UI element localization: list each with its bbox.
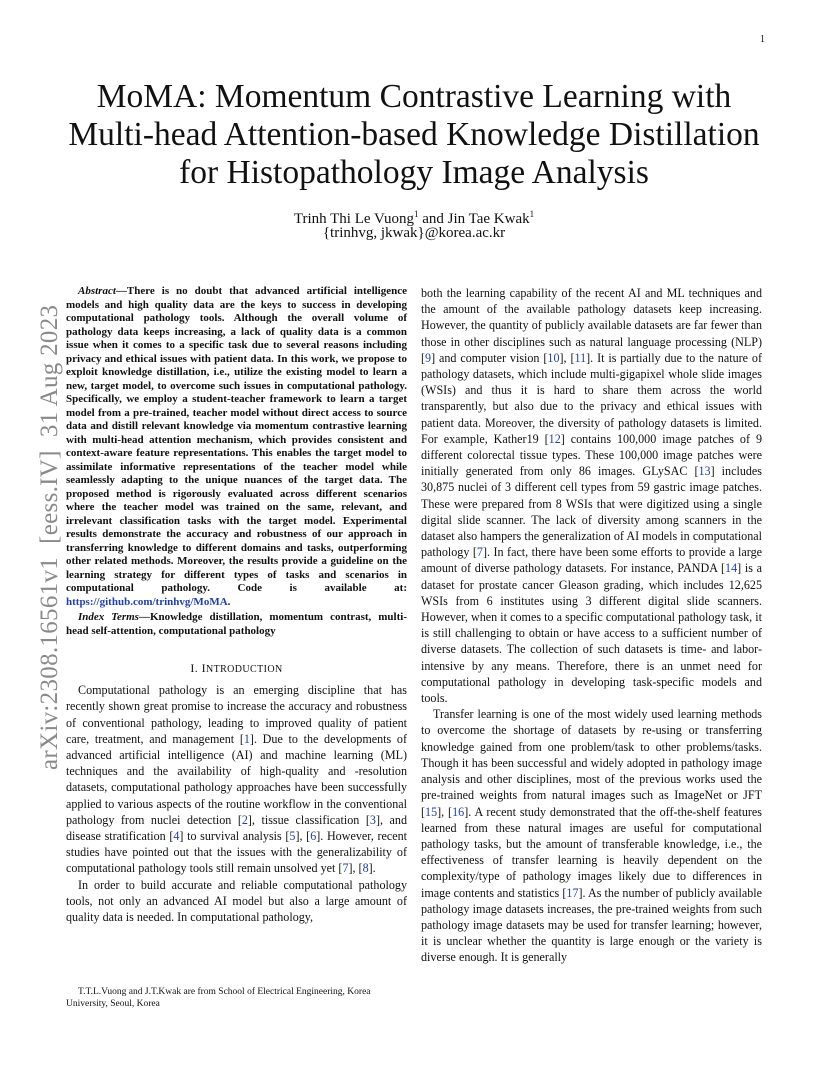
- text-run: ] is a dataset for prostate cancer Gleason grading, which includes 12,625 WSIs from 6 institutes using 3 different digital slide scanners. However, when it comes to a specific computational pathology task, it is still challenging to obtain or have access to a sufficient number of diverse datasets. The collection of such datasets is time- and labor-intensive by any means. Therefore, there is an unmet need for computational pathology in developing task-specific models and tools.: [421, 561, 762, 706]
- citation-link[interactable]: 2: [241, 812, 248, 827]
- author-conjunction: and: [422, 211, 444, 227]
- citation-link[interactable]: 4: [173, 829, 180, 844]
- citation-link[interactable]: 17: [566, 885, 579, 900]
- intro-paragraph-1: [66, 682, 407, 876]
- citation-link[interactable]: 9: [425, 350, 432, 365]
- citation-link[interactable]: 12: [548, 431, 561, 446]
- affiliation-footnote: T.T.L.Vuong and J.T.Kwak are from School of Electrical Engineering, Korea University, Seoul, Korea: [66, 987, 371, 1009]
- right-column: [421, 285, 762, 966]
- arxiv-identifier-stamp: arXiv:2308.16561v1 [eess.IV] 31 Aug 2023: [36, 304, 63, 770]
- text-run: ] contains 100,000 image patches of 9 different colorectal tissue types. These 100,000 image patches were initially generated from only 86 images. GLySAC [: [421, 431, 762, 479]
- text-run: ] and computer vision [: [431, 350, 548, 365]
- citation-link[interactable]: 10: [547, 350, 560, 365]
- author-name: Jin Tae Kwak: [447, 211, 530, 227]
- citation-link[interactable]: 8: [362, 861, 369, 876]
- citation-link[interactable]: 5: [289, 829, 296, 844]
- paper-title: MoMA: Momentum Contrastive Learning with Multi-head Attention-based Knowledge Distillation for Histopathology Image Analysis: [68, 78, 760, 191]
- affiliation-mark: 1: [413, 209, 419, 219]
- citation-link[interactable]: 7: [342, 861, 349, 876]
- text-run: ] includes 30,875 nuclei of 3 different cell types from 59 gastric image patches. These were prepared from 8 WSIs that were digitized using a single digital slide scanner. The lack of diversity among scanners in the dataset also hampers the generalization of AI models in computational pathology [: [421, 464, 762, 560]
- left-column: [66, 285, 407, 925]
- index-terms-label: Index Terms: [78, 611, 139, 623]
- intro-paragraph-2: In order to build accurate and reliable computational pathology tools, not only an advanced AI model but also a large amount of quality data is needed. In computational pathology,: [66, 877, 407, 925]
- text-run: ], [: [437, 804, 453, 819]
- text-run: ].: [368, 861, 376, 876]
- text-run: ], [: [348, 861, 363, 876]
- section-numeral: I.: [190, 661, 202, 675]
- citation-link[interactable]: 3: [369, 812, 376, 827]
- text-run: ]. However, recent studies have pointed out that the issues with the generalizability of computational pathology tools still remain unsolved yet [: [66, 829, 408, 876]
- citation-link[interactable]: 7: [476, 545, 483, 560]
- intro-paragraph-continued: [421, 285, 762, 706]
- author-emails: {trinhvg, jkwak}@korea.ac.kr: [322, 225, 506, 241]
- citation-link[interactable]: 15: [425, 804, 438, 819]
- index-terms-text: —Knowledge distillation, momentum contrast, multi-head self-attention, computational pathology: [66, 611, 407, 637]
- text-run: ]. It is partially due to the nature of pathology datasets, which include multi-gigapixel whole slide images (WSIs) and thus it is hard to share them across the world transparently, but also due to the privacy and ethical issues with patient data. Moreover, the diversity of pathology datasets is limited. For example, Kather19 [: [421, 350, 762, 446]
- section-title-rest: NTRODUCTION: [205, 664, 283, 675]
- text-run: ]. A recent study demonstrated that the off-the-shelf features learned from these natural images are useful for computational pathology tasks, but the amount of transferable knowledge, i.e., the effectiveness of transfer learning is heavily dependent on the complexity/type of pathology images likely due to differences in image contents and statistics [: [421, 804, 762, 900]
- text-run: Transfer learning is one of the most widely used learning methods to overcome the shortage of datasets by re-using or transferring knowledge gained from one problem/task to other problems/tasks. Though it has been successful and widely adopted in pathology image analysis and other disciplines, most of the previous works used the pre-trained weights from natural images such as ImageNet or JFT [: [421, 707, 762, 819]
- author-name: Trinh Thi Le Vuong: [293, 211, 414, 227]
- citation-link[interactable]: 13: [698, 464, 711, 479]
- citation-link[interactable]: 16: [452, 804, 465, 819]
- intro-paragraph-3: [421, 706, 762, 965]
- text-run: ], and disease stratification [: [66, 812, 407, 844]
- citation-link[interactable]: 14: [725, 561, 738, 576]
- page-number: 1: [760, 34, 765, 45]
- text-run: ], [: [559, 350, 575, 365]
- citation-link[interactable]: 11: [574, 350, 587, 365]
- text-run: both the learning capability of the recent AI and ML techniques and the amount of the available pathology datasets keep increasing. However, the quantity of publicly available datasets are far fewer than those in other disciplines such as natural language processing (NLP) [: [421, 286, 762, 365]
- abstract-end: .: [227, 595, 231, 608]
- text-run: ], [: [295, 829, 311, 844]
- text-run: Computational pathology is an emerging discipline that has recently shown great promise to increase the accuracy and robustness of conventional pathology, leading to improved quality of patient care, treatment, and management [: [66, 683, 407, 746]
- abstract-text: —There is no doubt that advanced artificial intelligence models and high quality data are the keys to success in developing computational pathology tools. Although the overall volume of pathology data keeps increasing, a lack of quality data is a common issue when it comes to a specific task due to several reasons including privacy and ethical issues with patient data. In this work, we propose to exploit knowledge distillation, i.e., utilize the existing model to learn a new, target model, to overcome such issues in computational pathology. Specifically, we employ a student-teacher framework to learn a target model from a pre-trained, teacher model without direct access to source data and distill relevant knowledge via momentum contrastive learning with multi-head attention mechanism, which provides consistent and context-aware feature representations. This enables the target model to assimilate informative representations of the teacher model while seamlessly adapting to the unique nuances of the target data. The proposed method is rigorously evaluated across different scenarios where the teacher model was trained on the same, relevant, and irrelevant classification tasks with the target model. Experimental results demonstrate the accuracy and robustness of our approach in transferring knowledge to different domains and tasks, outperforming other related methods. Moreover, the results provide a guideline on the learning strategy for different types of tasks and scenarios in computational pathology. Code is available at:: [66, 285, 407, 594]
- index-terms: [66, 611, 407, 638]
- text-run: ]. As the number of publicly available pathology image datasets increases, the pre-trained weights from such pathology image datasets may be used for transfer learning; however, it is unclear whether the quantity is large enough or the variety is diverse enough. It is generally: [421, 885, 762, 965]
- text-run: ]. Due to the developments of advanced artificial intelligence (AI) and machine learning (ML) techniques and the availability of high-quality and -resolution datasets, computational pathology approaches have been successfully applied to various aspects of the routine workflow in the conventional pathology from nuclei detection [: [66, 731, 407, 827]
- affiliation-mark: 1: [529, 209, 535, 219]
- abstract-label: Abstract: [78, 285, 116, 297]
- code-link[interactable]: https://github.com/trinhvg/MoMA: [66, 595, 228, 608]
- citation-link[interactable]: 1: [243, 731, 250, 746]
- text-run: ]. In fact, there have been some efforts to provide a large amount of diverse pathology datasets. For instance, PANDA [: [421, 545, 762, 576]
- text-run: ] to survival analysis [: [179, 829, 290, 844]
- text-run: ], tissue classification [: [247, 812, 370, 827]
- abstract: [66, 285, 407, 609]
- citation-link[interactable]: 6: [310, 829, 317, 844]
- section-heading-introduction: [66, 660, 407, 678]
- section-title-initial: I: [201, 661, 206, 675]
